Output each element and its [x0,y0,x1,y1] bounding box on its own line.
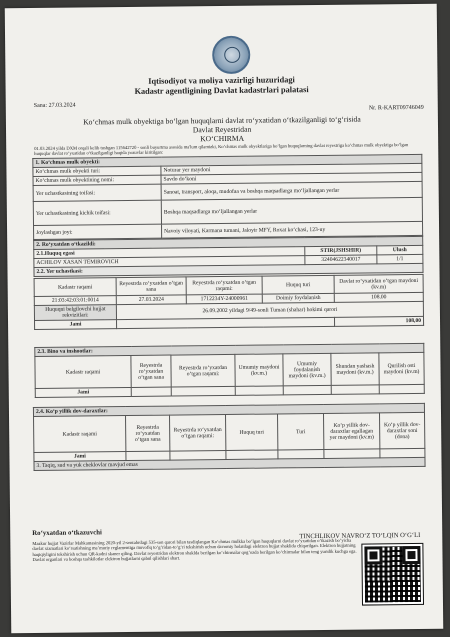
issuer-line-1: Iqtisodiyot va moliya vazirligi huzuridagi [148,75,295,86]
t-col-area: Ko‘p yillik dov-daraxtlar egallagan yer maydoni (kv.m) [323,413,379,450]
land-table [34,274,425,330]
buildings-total-label: Jami [35,387,131,397]
trees-total-label: Jami [34,452,126,462]
land-subtitle: 2.2. Yer uchastkasi: [34,263,423,276]
owner-share: 1/1 [377,254,423,263]
land-cadastre-number: 21:03:42:03:01:0014 [34,296,116,306]
doc-title-line-1: Ko‘chmas mulk obyektiga bo‘lgan huquqlarni davlat ro‘yxatidan o‘tkazilganligi to‘g‘risida [83,114,361,127]
label-land-category: Yer uchastkasining toifasi: [33,184,161,201]
land-right-type: Doimiy foydalanish [262,293,334,303]
land-total-value: 108,00 [334,316,423,326]
value-land-subcategory: Boshqa maqsadlarga mo‘ljallangan yerlar [161,197,422,224]
owner-name: ACHILOV XASAN TEMIROVICH [34,256,305,268]
label-property-name: Ko‘chmas mulk obyektining nomi: [33,175,161,185]
registrar-name: TINCHLIKOV NAVRO‘Z TO‘LQIN O‘G‘LI [299,531,421,541]
label-land-subcategory: Yer uchastkasining kichik toifasi: [33,200,161,225]
section-2-title: 2. Ro‘yxatdan o‘tkazildi: [34,236,423,249]
land-area: 108.00 [334,292,423,302]
t-col-date: Reyestrda ro‘yxatdan o‘tgan sana [126,415,170,451]
owner-subtitle: 2.1.Huquq egasi [34,247,305,259]
issue-date: Sana: 27.03.2024 [33,102,76,109]
issuer-line-2: Kadastr agentligining Davlat kadastrlari palatasi [134,85,309,96]
col-cadastre-number: Kadastr raqami [34,278,116,297]
t-col-right-type: Huquq turi [226,414,278,451]
intro-paragraph: 01.03.2024 yilda DXM orqali kelib tushgan 115642720 - sonli buyurtma asosida ma'lum qilamizki, Ko‘chmas mulk obyektlariga bo‘lgan huquqlarning davlat reyestriga ko‘chmas mulk obyektiga bo‘lgan huquqlar davlat ro‘yxatidan o‘tkazilganligi haqida yozuvlar kiritilgan: [34,142,409,157]
value-land-category: Sanoat, transport, aloqa, mudofaa va boshqa maqsadlarga mo‘ljallangan yerlar [161,181,422,200]
property-table [32,154,423,240]
value-location: Navoiy viloyati, Karmana tumani, Jaloyir MFY, Roxat ko‘chasi, 123-uy [162,221,423,238]
b-col-living-area: Shundan yashash maydoni (kv.m.) [331,353,379,386]
state-emblem-icon [212,36,250,74]
trees-table [33,403,426,471]
doc-title-line-2: Davlat Reyestridan [192,124,252,135]
col-reg-date: Reyestrda ro‘yxatdan o‘tgan sana [116,277,186,296]
basis-document: 26.09.2002 yildagi 9/49-sonli Tuman (shahar) hokimi qarori [116,301,423,319]
b-col-total-area: Umumiy maydoni (kv.m.) [235,354,283,387]
footer-legal-text: Mazkur hujjat Vazirlar Mahkamasining 2020-yil 2-sentabrdagi 535-son qarori bilan tasdiqlangan Ko‘chmas mulkka bo‘lgan huquqlarni davlat ro‘yxatidan o‘tkazish bo‘yicha davlat xizmatlari ko‘rsatishning ma’muriy reglamentiga muvofiq to‘g‘ridan-to‘g‘ri tekshirish uchun davomiy holatdagi elektron hujjat shaklida chiqarilgan. Elektron hujjatning haqiqiyligini tekshirish uchun QR-kodni skaner qiling. Davlat reyestridan elektron shaklda berilgan ko‘chirmalar qog‘ozda berilgan ko‘chirmalar bilan teng yuridik kuchga ega. Davlat organlari va boshqa tashkilotlar elektron hujjatlarni qabul qilishlari shart. [32,537,357,563]
basis-label: Huquqni belgilovchi hujjat rekvizitlari: [34,305,116,321]
stir-header: STIR(JSHSHIR) [305,246,377,256]
section-1-title: 1. Ko‘chmas mulk obyekti: [33,154,422,167]
t-col-cadastre: Kadastr raqami [34,416,126,453]
owner-table [33,236,423,277]
value-property-type: Noturar yer maydoni [161,163,422,175]
section-trees-title: 2.4. Ko‘p yillik dov-daraxtlar: [33,403,424,416]
land-reg-number: 1712234Y-24000961 [186,294,262,304]
label-property-type: Ko‘chmas mulk obyekti turi: [33,166,161,176]
b-col-cadastre: Kadastr raqami [35,355,131,388]
b-col-footprint-area: Qurilish osti maydoni (kv.m) [379,352,424,384]
col-reg-number: Reyestrda ro‘yxatdan o‘tgan raqami: [186,276,262,295]
t-col-count: Ko‘p yillik dov-daraxtlar soni (dona) [379,412,424,448]
buildings-table [34,343,425,398]
qr-code-icon[interactable] [362,544,423,605]
section-buildings-title: 2.3. Bino va inshootlar: [35,343,424,356]
document-page [5,4,444,633]
share-header: Ulush [377,245,423,254]
col-area: Davlat ro‘yxatidan o‘tgan maydoni (kv.m) [334,274,423,293]
value-property-name: Savdo do‘koni [161,172,422,184]
b-col-date: Reyestrda ro‘yxatdan o‘tgan sana [131,355,171,387]
t-col-kind: Turi [278,413,324,449]
document-number: Nr. R-KART09746049 [368,104,424,112]
land-total-label: Jami [35,320,117,330]
b-col-common-area: Umumiy foydalanish maydoni (kv.m.) [283,353,331,386]
doc-title-line-3: KO‘CHIRMA [200,133,245,144]
section-restrictions-title: 3. Taqiq, sud va yuk cheklovlar mavjud emas [34,457,425,470]
registrar-title: Ro‘yxatdan o‘tkazuvchi [32,529,102,538]
b-col-number: Reyestrda ro‘yxatdan o‘tgan raqami: [171,354,235,387]
land-reg-date: 27.03.2024 [116,295,186,305]
col-right-type: Huquq turi [262,275,334,294]
t-col-number: Reyestrda ro‘yxatdan o‘tgan raqami: [170,414,226,451]
owner-stir: 32404622340017 [305,255,377,265]
label-location: Joylashgan joyi: [34,224,162,239]
